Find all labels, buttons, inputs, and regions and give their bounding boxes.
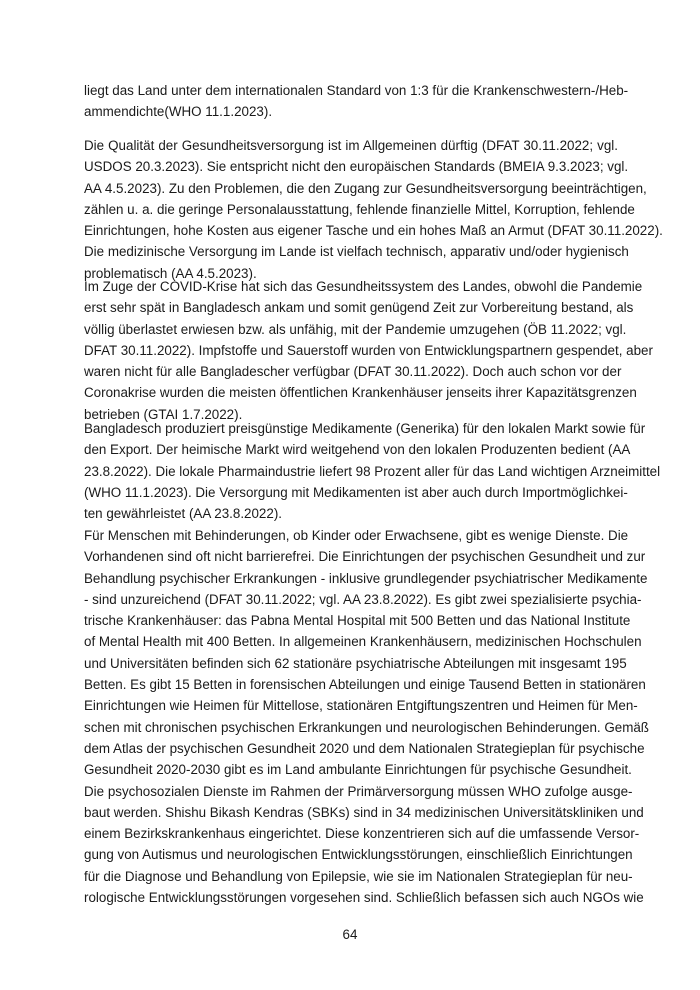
- text-line: baut werden. Shishu Bikash Kendras (SBKs) sind in 34 medizinischen Universitätskliniken und: [84, 804, 644, 820]
- text-line: DFAT 30.11.2022). Impfstoffe und Sauerstoff wurden von Entwicklungspartnern gespendet, aber: [84, 342, 653, 358]
- text-line: waren nicht für alle Bangladescher verfügbar (DFAT 30.11.2022). Doch auch schon vor der: [84, 364, 622, 380]
- text-line: Coronakrise wurden die meisten öffentlichen Krankenhäuser jenseits ihrer Kapazitätsgrenzen: [84, 385, 637, 401]
- text-line: zählen u. a. die geringe Personalausstattung, fehlende finanzielle Mittel, Korruption, fehlende: [84, 201, 635, 217]
- text-line: ten gewährleistet (AA 23.8.2022).: [84, 506, 283, 522]
- text-line: völlig überlastet erwiesen bzw. als unfähig, mit der Pandemie umzugehen (ÖB 11.2022; vgl.: [84, 321, 627, 337]
- text-line: einem Bezirkskrankenhaus eingerichtet. Diese konzentrieren sich auf die umfassende Versor-: [84, 826, 640, 842]
- text-line: trische Krankenhäuser: das Pabna Mental Hospital mit 500 Betten und das National Institute: [84, 613, 631, 629]
- text-line: problematisch (AA 4.5.2023).: [84, 265, 257, 281]
- paragraph-disabilities-mental-health: [84, 525, 649, 908]
- text-line: Die medizinische Versorgung im Lande ist vielfach technisch, apparativ und/oder hygienisch: [84, 244, 629, 260]
- text-line: dem Atlas der psychischen Gesundheit 2020 und dem Nationalen Strategieplan für psychische: [84, 740, 645, 756]
- text-line: Die psychosozialen Dienste im Rahmen der Primärversorgung müssen WHO zufolge ausge-: [84, 783, 633, 799]
- text-line: Gesundheit 2020-2030 gibt es im Land ambulante Einrichtungen für psychische Gesundheit.: [84, 762, 632, 778]
- text-line: liegt das Land unter dem internationalen Standard von 1:3 für die Krankenschwestern-/Heb-: [84, 83, 629, 98]
- text-line: für die Diagnose und Behandlung von Epilepsie, wie sie im Nationalen Strategieplan für neu-: [84, 868, 633, 884]
- page-number: 64: [342, 927, 358, 942]
- text-line: Die Qualität der Gesundheitsversorgung ist im Allgemeinen dürftig (DFAT 30.11.2022; vgl.: [84, 138, 618, 153]
- text-line: Vorhandenen sind oft nicht barrierefrei. Die Einrichtungen der psychischen Gesundheit und zur: [84, 549, 646, 565]
- text-line: of Mental Health mit 400 Betten. In allgemeinen Krankenhäusern, medizinischen Hochschulen: [84, 634, 642, 650]
- text-line: Bangladesch produziert preisgünstige Medikamente (Generika) für den lokalen Markt sowie für: [84, 421, 646, 436]
- text-line: betrieben (GTAI 1.7.2022).: [84, 406, 243, 422]
- text-line: Behandlung psychischer Erkrankungen - inklusive grundlegender psychiatrischer Medikamente: [84, 570, 648, 586]
- paragraph-midwife-ratio: [84, 80, 629, 123]
- text-line: - sind unzureichend (DFAT 30.11.2022; vgl. AA 23.8.2022). Es gibt zwei spezialisierte psychia-: [84, 591, 642, 607]
- text-line: erst sehr spät in Bangladesch ankam und somit genügend Zeit zur Vorbereitung bestand, als: [84, 300, 634, 316]
- paragraph-covid-crisis: [84, 276, 653, 425]
- paragraph-medications: [84, 418, 661, 524]
- text-line: Betten. Es gibt 15 Betten in forensischen Abteilungen und einige Tausend Betten in stationären: [84, 677, 646, 693]
- text-line: den Export. Der heimische Markt wird weitgehend von den lokalen Produzenten bedient (AA: [84, 442, 631, 458]
- text-line: ammendichte(WHO 11.1.2023).: [84, 104, 273, 120]
- text-line: und Universitäten befinden sich 62 stationäre psychiatrische Abteilungen mit insgesamt 195: [84, 655, 627, 671]
- text-line: gung von Autismus und neurologischen Entwicklungsstörungen, einschließlich Einrichtungen: [84, 847, 633, 863]
- text-line: (WHO 11.1.2023). Die Versorgung mit Medikamenten ist aber auch durch Importmöglichkei-: [84, 484, 628, 500]
- text-line: 23.8.2022). Die lokale Pharmaindustrie liefert 98 Prozent aller für das Land wichtigen Arzneimittel: [84, 463, 661, 479]
- text-line: Einrichtungen, hohe Kosten aus eigener Tasche und ein hohes Maß an Armut (DFAT 30.11.2022).: [84, 223, 663, 239]
- text-line: Im Zuge der COVID-Krise hat sich das Gesundheitssystem des Landes, obwohl die Pandemie: [84, 279, 643, 294]
- text-line: AA 4.5.2023). Zu den Problemen, die den Zugang zur Gesundheitsversorgung beeinträchtigen,: [84, 180, 647, 196]
- paragraph-healthcare-quality: [84, 135, 663, 284]
- text-line: schen mit chronischen psychischen Erkrankungen und neurologischen Behinderungen. Gemäß: [84, 719, 649, 735]
- text-line: Für Menschen mit Behinderungen, ob Kinder oder Erwachsene, gibt es wenige Dienste. Die: [84, 528, 629, 543]
- text-line: USDOS 20.3.2023). Sie entspricht nicht den europäischen Standards (BMEIA 9.3.2023; vgl.: [84, 159, 629, 175]
- text-line: rologische Entwicklungsstörungen vorgesehen sind. Schließlich befassen sich auch NGOs wie: [84, 890, 644, 906]
- text-line: Einrichtungen wie Heimen für Mittellose, stationären Entgiftungszentren und Heimen für Men-: [84, 698, 638, 714]
